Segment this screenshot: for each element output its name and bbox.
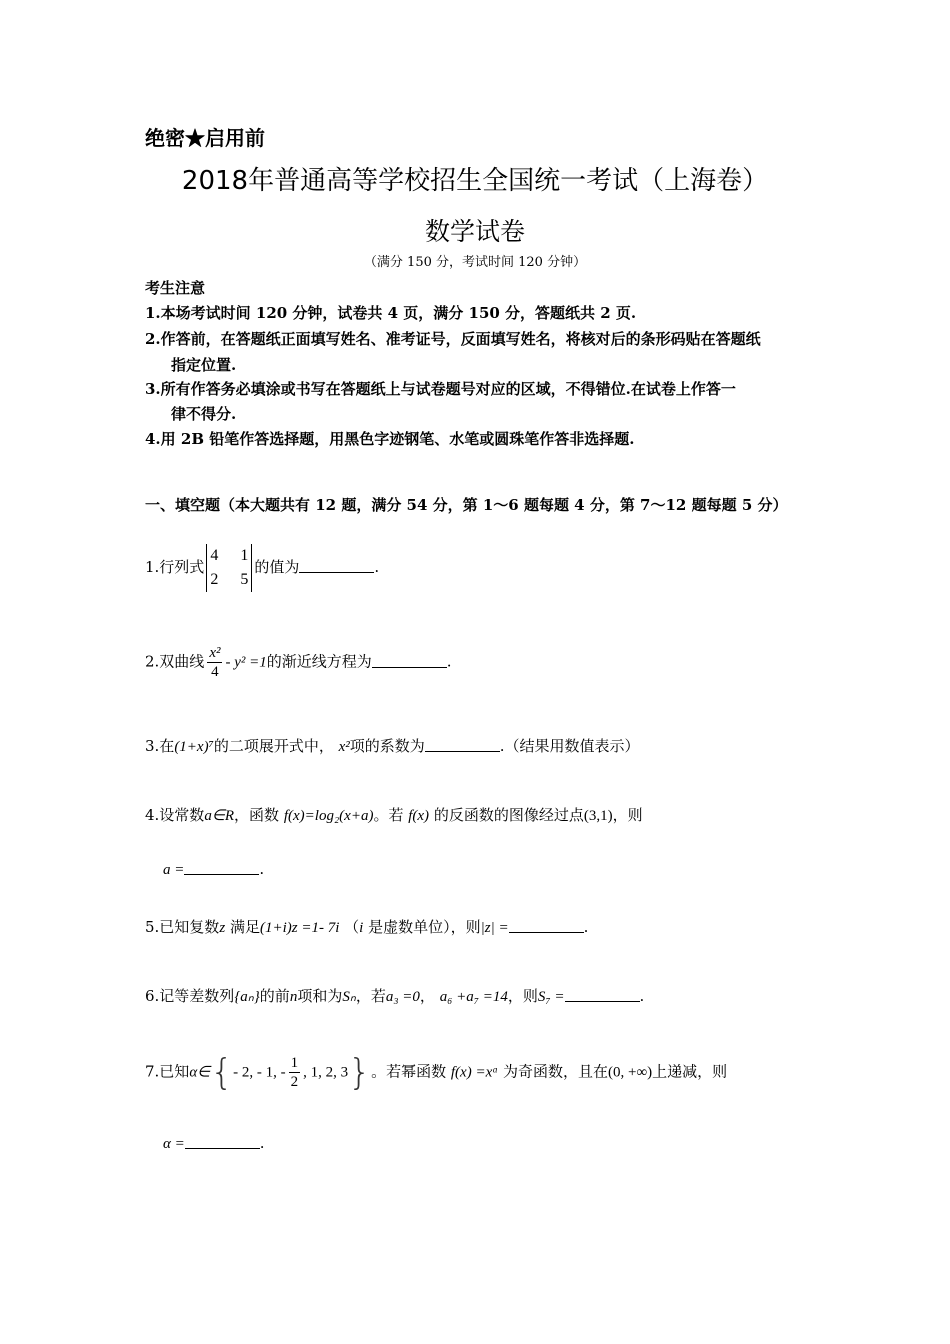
q4-answer-label: a = <box>163 862 185 878</box>
det-cell: 5 <box>240 571 249 588</box>
exam-title: 2018年普通高等学校招生全国统一考试（上海卷） <box>181 166 769 196</box>
q7-function: f(x) =xᵅ <box>450 1064 499 1081</box>
q7-set-part: - 2, - 1, - <box>233 1064 286 1081</box>
q2-end: . <box>446 652 452 671</box>
q5-imag-unit: i <box>359 920 364 936</box>
q7-text: 为奇函数，且在 <box>502 1062 608 1081</box>
q3-text: 的二项展开式中， <box>213 737 334 755</box>
answer-blank[interactable] <box>185 1134 260 1149</box>
fraction-numerator: 1 <box>290 1055 299 1071</box>
q3-end: .（结果用数值表示） <box>499 737 640 755</box>
question-7-answer-line <box>163 1134 265 1153</box>
q6-condition: a₆ +a₇ =14 <box>439 989 508 1005</box>
notice-item: 1.本场考试时间 120 分钟，试卷共 4 页，满分 150 分，答题纸共 2 页. <box>145 304 637 322</box>
q3-suffix: 项的系数为 <box>349 737 425 755</box>
q4-text: 的反函数的图像经过点 <box>433 806 584 824</box>
det-cell: 1 <box>240 547 249 564</box>
question-4 <box>145 804 643 825</box>
q4-suffix: ，则 <box>612 806 643 824</box>
q7-text: 。若幂函数 <box>371 1062 447 1081</box>
notice-item: 3.所有作答务必填涂或书写在答题纸上与试卷题号对应的区域，不得错位.在试卷上作答一 <box>145 380 736 398</box>
q4-prefix: 4.设常数 <box>145 806 205 824</box>
q5-modulus: |z| = <box>480 920 509 936</box>
notice-item: 4.用 2B 铅笔作答选择题，用黑色字迹钢笔、水笔或圆珠笔作答非选择题. <box>145 430 635 448</box>
q2-equation: - y² =1 <box>225 654 267 671</box>
right-brace-icon: } <box>348 1052 372 1093</box>
q4-end: . <box>259 860 265 878</box>
q6-text: 的前 <box>259 987 290 1005</box>
q6-text: ， <box>419 987 435 1005</box>
answer-blank[interactable] <box>184 860 259 875</box>
q4-function-ref: f(x) <box>408 808 430 824</box>
q2-prefix: 2.双曲线 <box>145 652 205 671</box>
q1-suffix: 的值为 <box>254 558 300 576</box>
answer-blank[interactable] <box>372 653 447 668</box>
q5-end: . <box>583 918 589 936</box>
q1-end: . <box>374 558 380 576</box>
q4-point: (3,1) <box>583 808 613 824</box>
q5-prefix: 5.已知复数 <box>145 918 220 936</box>
answer-blank[interactable] <box>509 918 584 933</box>
q7-answer-label: α = <box>163 1136 185 1152</box>
det-cell: 2 <box>210 571 219 588</box>
fraction-denominator: 2 <box>290 1074 299 1090</box>
q3-term: x² <box>338 739 350 755</box>
notice-item: 律不得分. <box>171 405 237 423</box>
exam-meta: （满分 150 分，考试时间 120 分钟） <box>363 255 587 270</box>
question-4-answer-line <box>163 860 264 879</box>
q7-end: . <box>259 1134 265 1152</box>
fraction <box>207 644 222 681</box>
q2-suffix: 的渐近线方程为 <box>266 652 372 671</box>
determinant <box>206 544 252 592</box>
q6-target: S₇ = <box>537 989 565 1005</box>
fraction-denominator: 4 <box>207 662 222 681</box>
q3-expression: (1+x)⁷ <box>174 739 214 755</box>
q6-end: . <box>639 987 645 1005</box>
q4-text: 。若 <box>373 806 404 824</box>
q6-sum: Sₙ <box>342 989 356 1005</box>
q5-text: 是虚数单位），则 <box>368 918 481 936</box>
notice-item: 指定位置. <box>171 356 237 374</box>
q5-text: （ <box>344 918 360 936</box>
q4-text: ，函数 <box>234 806 280 824</box>
q6-text: ，若 <box>355 987 386 1005</box>
section-title: 一、填空题（本大题共有 12 题，满分 54 分，第 1～6 题每题 4 分，第 7～12 题每题 5 分） <box>145 496 788 514</box>
q6-text: ，则 <box>507 987 538 1005</box>
q7-suffix: 上递减，则 <box>652 1062 728 1081</box>
q6-condition: a₃ =0 <box>385 989 420 1005</box>
notice-item: 2.作答前，在答题纸正面填写姓名、准考证号，反面填写姓名，将核对后的条形码贴在答题纸 <box>145 330 761 348</box>
q3-prefix: 3.在 <box>145 737 175 755</box>
question-3 <box>145 735 640 756</box>
q7-alpha: α∈ <box>189 1064 211 1081</box>
question-2 <box>145 644 452 681</box>
q6-text: 项和为 <box>297 987 343 1005</box>
q7-interval: (0, +∞) <box>608 1064 653 1081</box>
question-7 <box>145 1052 727 1093</box>
q6-sequence: {aₙ} <box>234 989 260 1005</box>
q7-prefix: 7.已知 <box>145 1062 190 1081</box>
question-6 <box>145 985 644 1006</box>
q4-constant: a∈R <box>204 808 235 824</box>
answer-blank[interactable] <box>425 737 500 752</box>
question-5 <box>145 916 588 937</box>
q7-set-part: , 1, 2, 3 <box>303 1064 349 1081</box>
fraction-numerator: x² <box>209 645 221 661</box>
q6-n: n <box>289 989 298 1005</box>
q5-equation: (1+i)z =1- 7i <box>259 920 340 936</box>
q1-prefix: 1.行列式 <box>145 558 205 576</box>
secret-label: 绝密★启用前 <box>145 126 265 150</box>
q4-function: f(x)=log₂(x+a) <box>283 808 374 824</box>
answer-blank[interactable] <box>299 558 374 573</box>
q6-prefix: 6.记等差数列 <box>145 987 235 1005</box>
exam-subtitle: 数学试卷 <box>424 217 525 246</box>
notice-heading: 考生注意 <box>145 279 206 297</box>
left-brace-icon: { <box>210 1052 234 1093</box>
answer-blank[interactable] <box>565 987 640 1002</box>
fraction <box>289 1054 301 1091</box>
question-1 <box>145 544 379 592</box>
q5-variable: z <box>219 920 226 936</box>
q5-text: 满足 <box>229 918 260 936</box>
det-cell: 4 <box>210 547 219 564</box>
